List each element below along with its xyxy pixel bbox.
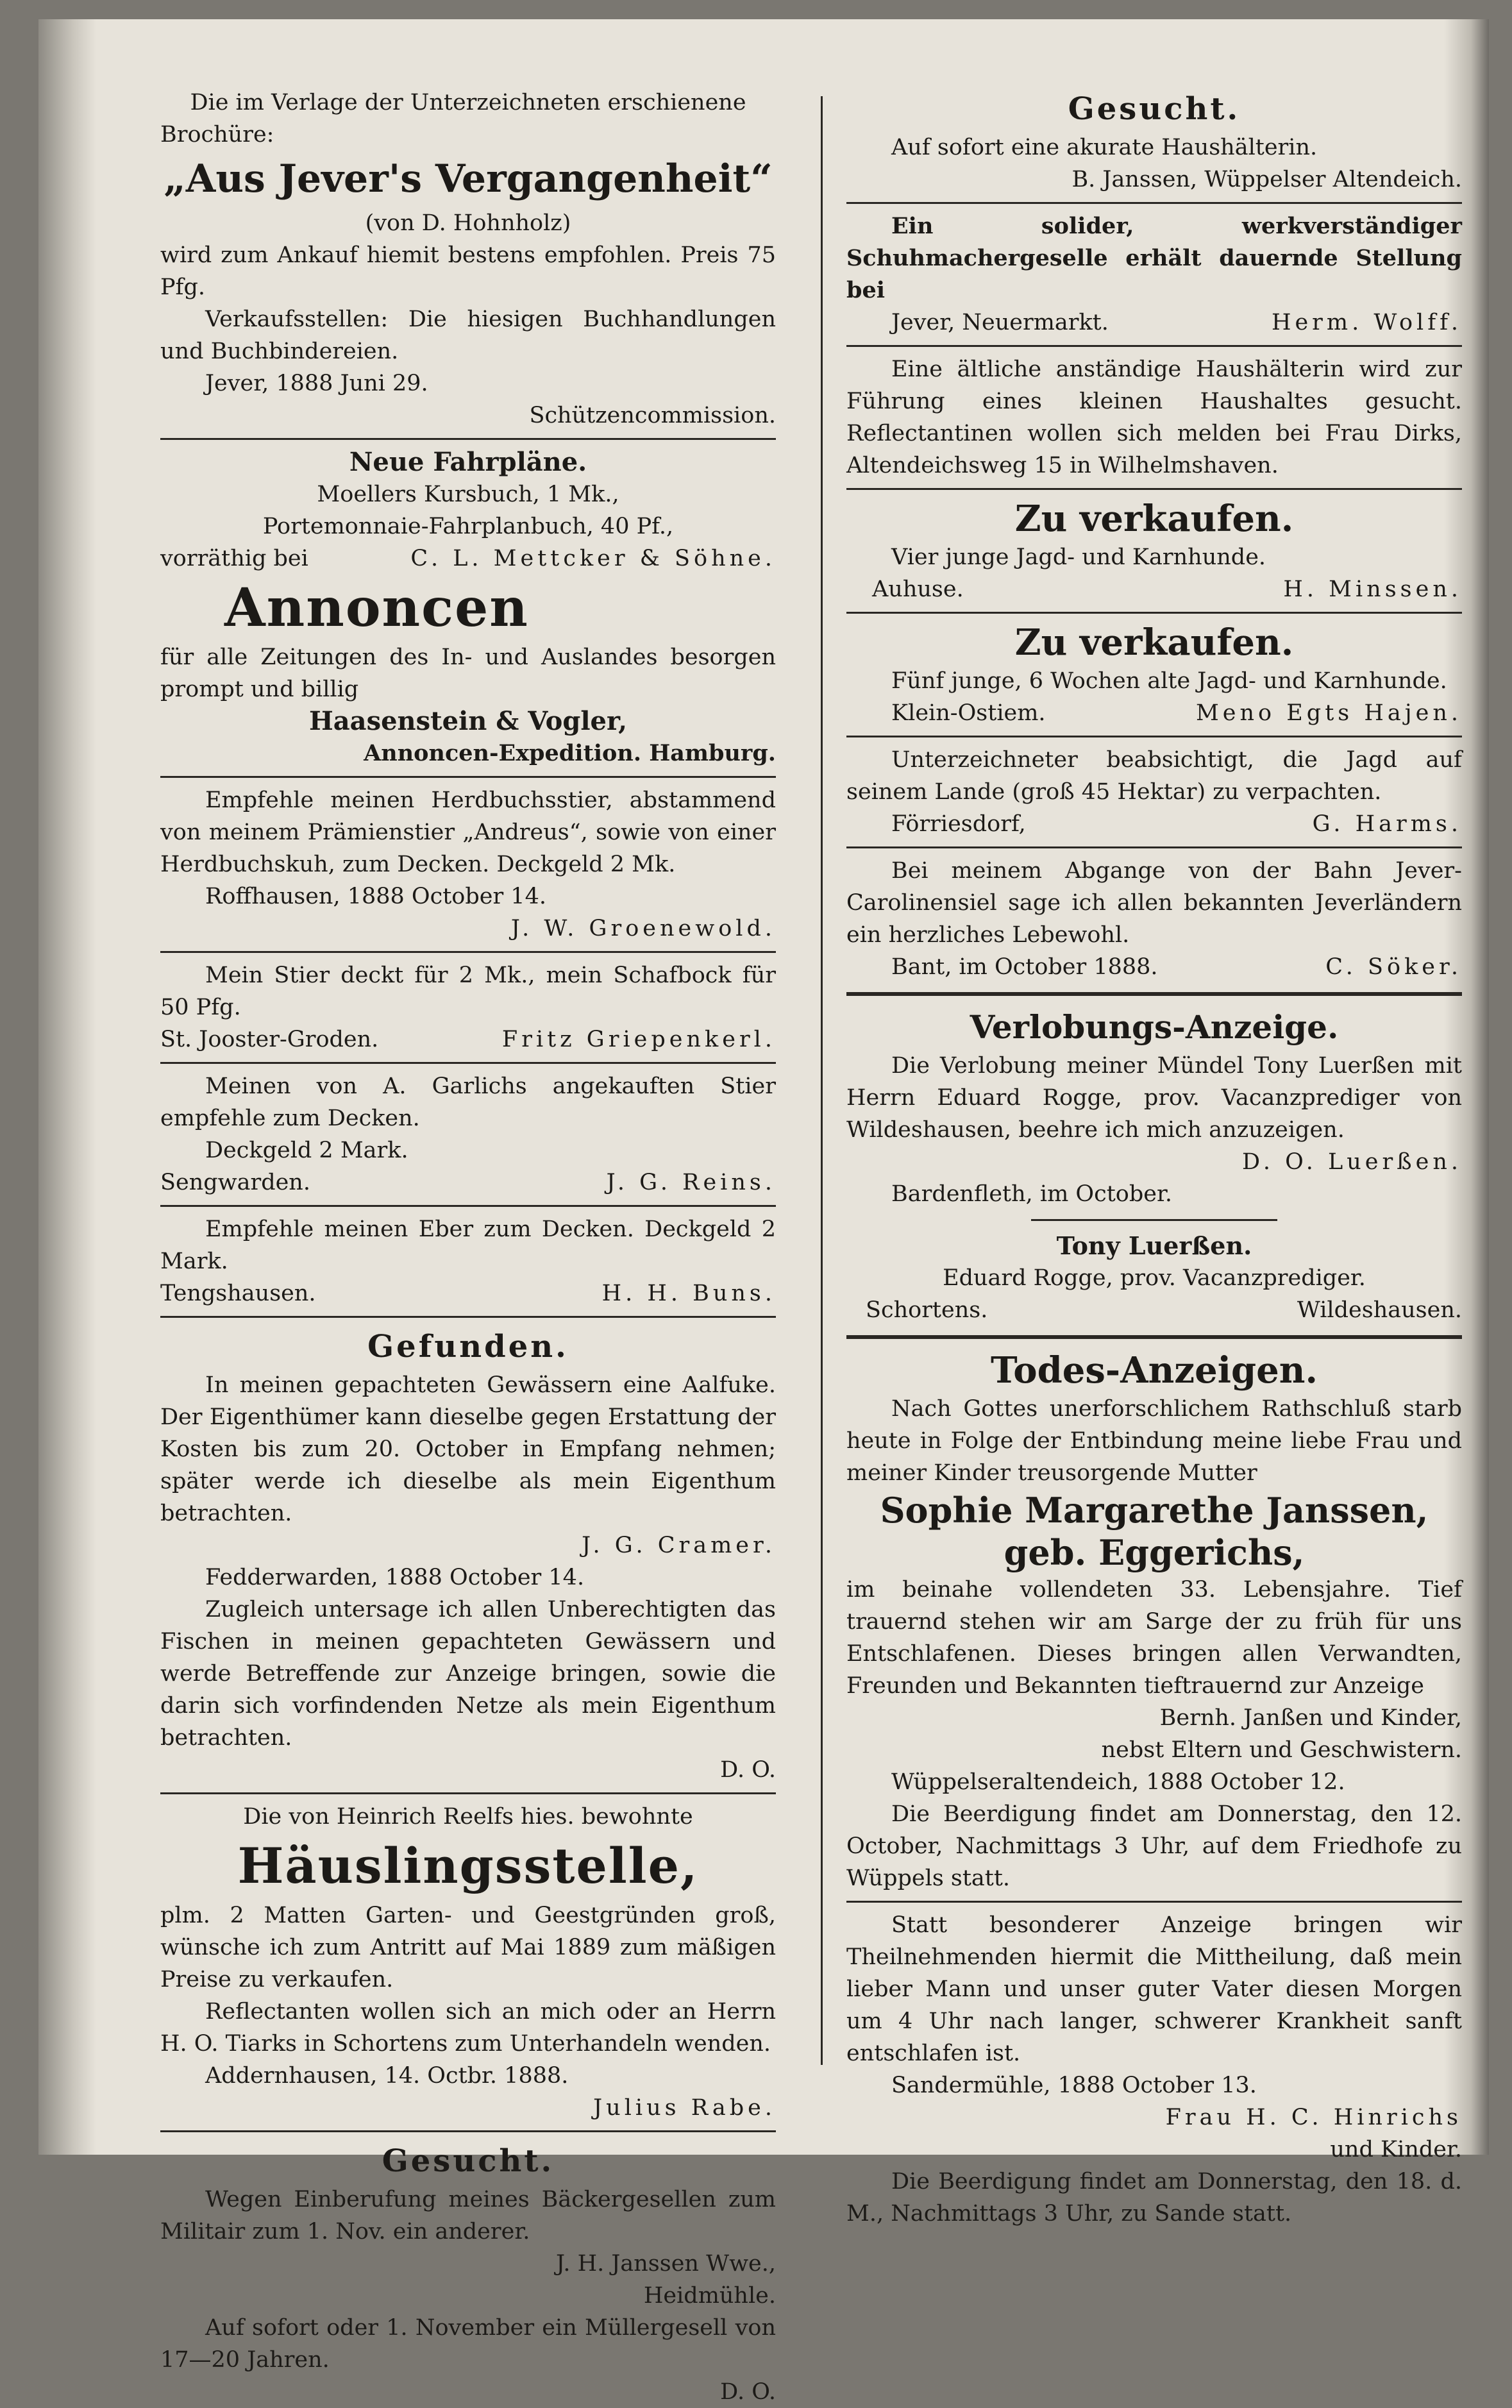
ad-gefunden bbox=[160, 1324, 776, 1786]
ad-signature: H. H. Buns. bbox=[601, 1281, 776, 1306]
ad-text: Auf sofort oder 1. November ein Müllergesell von 17—20 Jahren. bbox=[160, 2315, 776, 2373]
ad-text: Die von Heinrich Reelfs hies. bewohnte bbox=[243, 1804, 693, 1830]
ad-text: Deckgeld 2 Mark. bbox=[205, 1138, 408, 1163]
rule bbox=[160, 1205, 776, 1207]
ad-text: Bardenfleth, im October. bbox=[891, 1181, 1172, 1207]
ad-text: In meinen gepachteten Gewässern eine Aalfuke. Der Eigenthümer kann dieselbe gegen Erstattung der Kosten bis zum 20. October in Empfang nehmen; später werde ich dieselbe als mein Eigenthum betrachten. bbox=[160, 1372, 776, 1526]
ad-jagd-verpachten bbox=[846, 744, 1462, 840]
ad-text: Portemonnaie-Fahrplanbuch, 40 Pf., bbox=[262, 514, 674, 539]
ad-signature: J. G. Cramer. bbox=[582, 1533, 776, 1558]
ad-text: Reflectanten wollen sich an mich oder an Herrn H. O. Tiarks in Schortens zum Unterhandeln wenden. bbox=[160, 1999, 776, 2057]
rule bbox=[160, 2130, 776, 2132]
ad-stier-schafbock bbox=[160, 959, 776, 1056]
ad-text: Ein solider, werkverständiger Schuhmachergeselle erhält dauernde Stellung bei bbox=[846, 213, 1462, 303]
ad-name: Sophie Margarethe Janssen, bbox=[880, 1490, 1429, 1531]
rule bbox=[160, 951, 776, 953]
ad-text: Empfehle meinen Eber zum Decken. Deckgeld 2 Mark. bbox=[160, 1217, 776, 1274]
ad-text: Brochüre: bbox=[160, 122, 274, 147]
ad-text: im beinahe vollendeten 33. Lebensjahre. Tief trauernd stehen wir am Sarge der zu früh für uns Entschlafenen. Dieses bringen allen Verwandten, Freunden und Bekannten tieftrauernd zur Anzeige bbox=[846, 1577, 1462, 1699]
rule bbox=[160, 438, 776, 440]
ad-fahrplaene bbox=[160, 446, 776, 575]
ad-footer bbox=[160, 1166, 776, 1199]
ad-lebewohl bbox=[846, 855, 1462, 983]
ad-signature: B. Janssen, Wüppelser Altendeich. bbox=[1071, 167, 1462, 192]
rule bbox=[846, 736, 1462, 737]
ad-signature: Heidmühle. bbox=[643, 2283, 776, 2309]
ad-text: Schortens. bbox=[866, 1297, 988, 1323]
ad-signature: C. Söker. bbox=[1325, 954, 1462, 980]
ad-text: Wüppelseraltendeich, 1888 October 12. bbox=[891, 1769, 1345, 1795]
ad-text: Roffhausen, 1888 October 14. bbox=[205, 884, 546, 909]
ad-text: Sengwarden. bbox=[160, 1170, 310, 1195]
ad-footer bbox=[846, 697, 1462, 729]
ad-verkaufen-1 bbox=[846, 496, 1462, 605]
rule bbox=[846, 1901, 1462, 1903]
ad-heading: Todes-Anzeigen. bbox=[990, 1349, 1318, 1392]
ad-text: wird zum Ankauf hiemit bestens empfohlen. Preis 75 Pfg. bbox=[160, 242, 776, 300]
ad-signature: Meno Egts Hajen. bbox=[1195, 700, 1462, 726]
ad-signature: Bernh. Janßen und Kinder, bbox=[1159, 1705, 1462, 1731]
ad-signature: G. Harms. bbox=[1312, 811, 1462, 837]
rule bbox=[160, 1792, 776, 1794]
rule bbox=[160, 1316, 776, 1318]
ad-text: Wegen Einberufung meines Bäckergesellen zum Militair zum 1. Nov. ein anderer. bbox=[160, 2187, 776, 2244]
ad-signature: Herm. Wolff. bbox=[1271, 310, 1462, 335]
ad-footer bbox=[846, 951, 1462, 983]
ad-signature: Fritz Griepenkerl. bbox=[501, 1027, 776, 1052]
ad-title: Häuslingsstelle, bbox=[237, 1837, 699, 1894]
rule bbox=[846, 345, 1462, 347]
rule bbox=[846, 612, 1462, 614]
newspaper-page bbox=[38, 19, 1489, 2405]
ad-todesanzeigen bbox=[846, 1348, 1462, 1894]
right-column bbox=[846, 87, 1462, 2230]
rule bbox=[160, 1062, 776, 1064]
ad-text: plm. 2 Matten Garten- und Geestgründen groß, wünsche ich zum Antritt auf Mai 1889 zum mäßigen Preise zu verkaufen. bbox=[160, 1903, 776, 1992]
ad-signature: C. L. Mettcker & Söhne. bbox=[410, 546, 776, 571]
ad-text: Statt besonderer Anzeige bringen wir Theilnehmenden hiermit die Mittheilung, daß mein lieber Mann und unser guter Vater diesen Morgen um 4 Uhr nach langer, schwerer Krankheit sanft entschlafen ist. bbox=[846, 1912, 1462, 2066]
ad-signature: J. H. Janssen Wwe., bbox=[556, 2251, 776, 2277]
ad-text: Vier junge Jagd- und Karnhunde. bbox=[891, 544, 1266, 570]
ad-gesucht-haushaelterin bbox=[846, 87, 1462, 196]
ad-text: Mein Stier deckt für 2 Mk., mein Schafbock für 50 Pfg. bbox=[160, 963, 776, 1020]
ad-verlobung bbox=[846, 1005, 1462, 1326]
ad-signature: J. W. Groenewold. bbox=[510, 916, 776, 941]
ad-text: Zugleich untersage ich allen Unberechtigten das Fischen in meinen gepachteten Gewässern und werde Betreffende zur Anzeige bringen, sowie die darin sich vorfindenden Netze als mein Eigenthum betrachten. bbox=[160, 1597, 776, 1751]
ad-text: Eine ältliche anständige Haushälterin wird zur Führung eines kleinen Haushaltes gesucht. Reflectantinen wollen sich melden bei Frau Dirks, Altendeichsweg 15 in Wilhelmshaven. bbox=[846, 357, 1462, 478]
ad-heading: Gesucht. bbox=[1068, 91, 1241, 127]
ad-subtitle: (von D. Hohnholz) bbox=[365, 210, 571, 236]
ad-text: Jever, Neuermarkt. bbox=[891, 310, 1109, 335]
rule bbox=[846, 202, 1462, 204]
ad-text: Meinen von A. Garlichs angekauften Stier empfehle zum Decken. bbox=[160, 1073, 776, 1131]
ad-signature: J. G. Reins. bbox=[606, 1170, 776, 1195]
ad-signature: H. Minssen. bbox=[1283, 577, 1462, 602]
ad-haeuslingsstelle bbox=[160, 1801, 776, 2124]
ad-footer bbox=[160, 1277, 776, 1309]
ad-herdbuchsstier bbox=[160, 784, 776, 945]
ad-text: Nach Gottes unerforschlichem Rathschluß starb heute in Folge der Entbindung meine liebe Frau und meiner Kinder treusorgende Mutter bbox=[846, 1396, 1462, 1486]
ad-text: Moellers Kursbuch, 1 Mk., bbox=[317, 482, 619, 507]
ad-text: Förriesdorf, bbox=[891, 811, 1026, 837]
ad-signature: Schützencommission. bbox=[529, 403, 776, 428]
ad-text: Die im Verlage der Unterzeichneten erschienene bbox=[190, 90, 746, 115]
ad-text: Fedderwarden, 1888 October 14. bbox=[205, 1565, 585, 1590]
ad-text: Unterzeichneter beabsichtigt, die Jagd auf seinem Lande (groß 45 Hektar) zu verpachten. bbox=[846, 747, 1462, 805]
ad-text: Die Verlobung meiner Mündel Tony Luerßen mit Herrn Eduard Rogge, prov. Vacanzprediger von Wildeshausen, beehre ich mich anzuzeigen. bbox=[846, 1053, 1462, 1143]
ad-signature: nebst Eltern und Geschwistern. bbox=[1101, 1737, 1462, 1763]
short-rule bbox=[1031, 1219, 1277, 1221]
ad-title: „Aus Jever's Vergangenheit“ bbox=[164, 156, 773, 201]
ad-heading: Verlobungs-Anzeige. bbox=[970, 1008, 1339, 1046]
ad-gesucht-baecker bbox=[160, 2139, 776, 2312]
ad-text: Fünf junge, 6 Wochen alte Jagd- und Karnhunde. bbox=[891, 668, 1447, 694]
ad-heading: Neue Fahrpläne. bbox=[349, 447, 587, 477]
ad-heading: Gesucht. bbox=[382, 2143, 555, 2179]
left-column bbox=[160, 87, 776, 2408]
ad-verkaufen-2 bbox=[846, 620, 1462, 729]
ad-heading: Zu verkaufen. bbox=[1014, 621, 1294, 664]
ad-brochure bbox=[160, 87, 776, 432]
ad-text: Auf sofort eine akurate Haushälterin. bbox=[891, 135, 1318, 160]
ad-heading: Zu verkaufen. bbox=[1014, 498, 1294, 540]
rule bbox=[160, 776, 776, 778]
ad-footer bbox=[846, 1294, 1462, 1326]
ad-text: Sandermühle, 1888 October 13. bbox=[891, 2073, 1257, 2098]
ad-text: vorräthig bei bbox=[160, 546, 308, 571]
ad-name: geb. Eggerichs, bbox=[1004, 1532, 1305, 1573]
ad-text: Bant, im October 1888. bbox=[891, 954, 1158, 980]
ad-signature: D. O. bbox=[720, 1757, 776, 1783]
column-divider bbox=[821, 96, 823, 2065]
rule bbox=[846, 846, 1462, 848]
rule bbox=[846, 1335, 1462, 1339]
ad-muellergesell bbox=[160, 2312, 776, 2408]
page-binding bbox=[38, 19, 96, 2155]
ad-text: Tengshausen. bbox=[160, 1281, 316, 1306]
ad-text: St. Jooster-Groden. bbox=[160, 1027, 379, 1052]
ad-footer bbox=[160, 1023, 776, 1056]
ad-statt-anzeige bbox=[846, 1909, 1462, 2230]
rule bbox=[846, 992, 1462, 996]
ad-annoncen bbox=[160, 575, 776, 770]
ad-text: für alle Zeitungen des In- und Auslandes besorgen prompt und billig bbox=[160, 644, 776, 702]
ad-firm-sub: Annoncen-Expedition. Hamburg. bbox=[364, 740, 776, 766]
ad-heading: Gefunden. bbox=[367, 1329, 569, 1365]
ad-text: Verkaufsstellen: Die hiesigen Buchhandlungen und Buchbindereien. bbox=[160, 307, 776, 364]
ad-haushaelterin-dirks bbox=[846, 353, 1462, 482]
ad-footer bbox=[846, 307, 1462, 339]
ad-text: Empfehle meinen Herdbuchsstier, abstammend von meinem Prämienstier „Andreus“, sowie von einer Herdbuchskuh, zum Decken. Deckgeld 2 Mk. bbox=[160, 787, 776, 877]
ad-text: Jever, 1888 Juni 29. bbox=[205, 371, 428, 396]
ad-schuhmacher bbox=[846, 210, 1462, 339]
ad-title: Annoncen bbox=[224, 577, 529, 639]
ad-signature: Frau H. C. Hinrichs bbox=[1165, 2105, 1462, 2130]
ad-eber bbox=[160, 1213, 776, 1309]
ad-signature: und Kinder. bbox=[1330, 2137, 1462, 2162]
ad-text: Die Beerdigung findet am Donnerstag, den 12. October, Nachmittags 3 Uhr, auf dem Friedhofe zu Wüppels statt. bbox=[846, 1801, 1462, 1891]
rule bbox=[846, 488, 1462, 490]
ad-firm: Haasenstein & Vogler, bbox=[308, 706, 628, 736]
ad-signature: D. O. Luerßen. bbox=[1242, 1149, 1462, 1175]
ad-text: Die Beerdigung findet am Donnerstag, den 18. d. M., Nachmittags 3 Uhr, zu Sande statt. bbox=[846, 2169, 1462, 2227]
ad-stier-garlichs bbox=[160, 1070, 776, 1199]
ad-text: Auhuse. bbox=[872, 577, 964, 602]
ad-signature: D. O. bbox=[720, 2379, 776, 2405]
ad-footer bbox=[846, 573, 1462, 605]
ad-signature: Julius Rabe. bbox=[593, 2095, 776, 2121]
ad-footer bbox=[160, 543, 776, 575]
ad-text: Klein-Ostiem. bbox=[891, 700, 1046, 726]
ad-text: Bei meinem Abgange von der Bahn Jever-Carolinensiel sage ich allen bekannten Jeverländern ein herzliches Lebewohl. bbox=[846, 858, 1462, 948]
ad-name: Tony Luerßen. bbox=[1056, 1231, 1252, 1260]
ad-text: Wildeshausen. bbox=[1297, 1297, 1462, 1323]
ad-text: Addernhausen, 14. Octbr. 1888. bbox=[205, 2063, 569, 2089]
ad-name: Eduard Rogge, prov. Vacanzprediger. bbox=[943, 1265, 1366, 1291]
ad-footer bbox=[846, 808, 1462, 840]
